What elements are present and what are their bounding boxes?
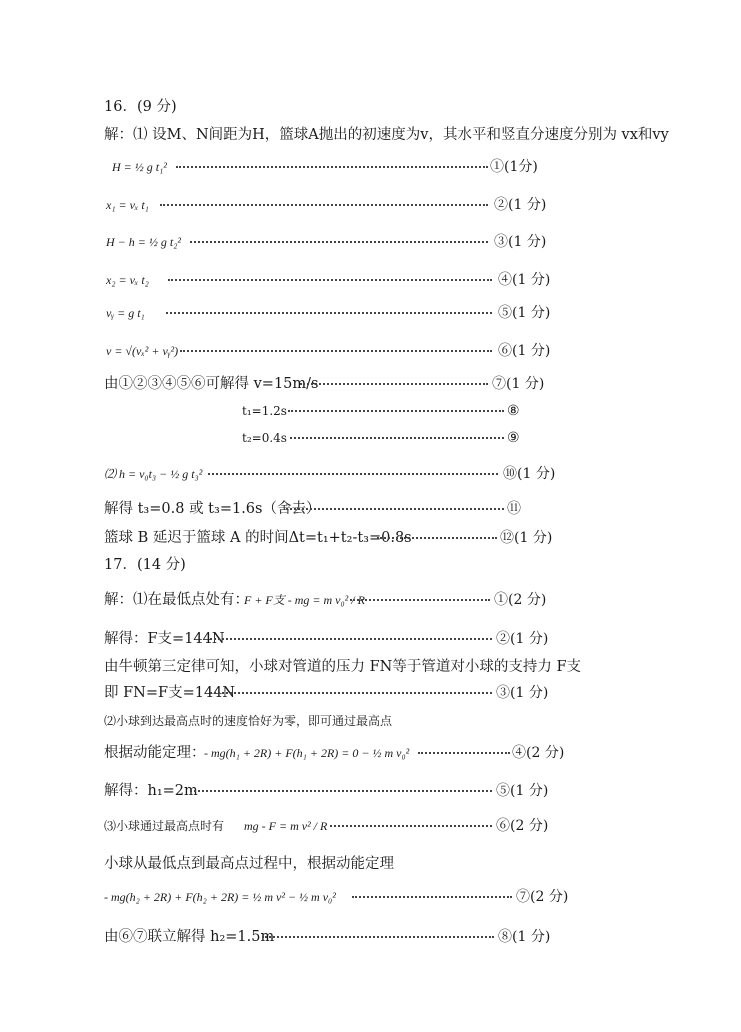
step-number: ⑨ xyxy=(507,430,520,446)
equation: vᵧ = g t₁ xyxy=(106,306,145,320)
step-number: ①(2 分) xyxy=(494,592,547,608)
p16-t2-line xyxy=(0,423,741,453)
p17-solve-f-line xyxy=(0,624,741,654)
equation: x₂ = vₓ t₂ xyxy=(106,273,149,287)
p16-result: 由①②③④⑤⑥可解得 v=15m/s xyxy=(104,376,319,392)
leader-dots xyxy=(352,896,512,898)
leader-dots xyxy=(286,508,504,510)
step-number: ⑧ xyxy=(507,403,520,419)
t3-solution: 解得 t₃=0.8 或 t₃=1.6s（舍去） xyxy=(104,501,321,517)
equation: H = ½ g t₁² xyxy=(112,160,167,174)
p17-lowpoint-line xyxy=(0,585,741,615)
p17-final-line xyxy=(0,922,741,952)
leader-dots xyxy=(180,350,492,352)
step-number: ④(2 分) xyxy=(512,745,565,761)
p16-intro-line xyxy=(0,120,741,150)
leader-dots xyxy=(290,437,504,439)
p17-title: 17．(14 分) xyxy=(104,557,186,573)
step-number: ③(1 分) xyxy=(494,234,547,250)
p16-part2-line xyxy=(0,459,741,489)
p16-result-line xyxy=(0,369,741,399)
p17-process-eq-line xyxy=(0,882,741,912)
part3-label: ⑶小球通过最高点时有 xyxy=(104,819,225,833)
leader-dots xyxy=(350,599,490,601)
p16-step-1 xyxy=(0,152,741,182)
step-number: ⑫(1 分) xyxy=(500,530,553,546)
p17-process-line xyxy=(0,849,741,879)
step-number: ①(1分) xyxy=(490,159,538,175)
leader-dots xyxy=(160,204,488,206)
p16-step-5 xyxy=(0,298,741,328)
leader-dots xyxy=(210,638,492,640)
leader-dots xyxy=(330,825,492,827)
step-number: ②(1 分) xyxy=(496,631,549,647)
equation: F + F支 - mg = m v₀² / R xyxy=(244,593,365,607)
step-number: ⑤(1 分) xyxy=(496,783,549,799)
p16-title-line xyxy=(0,92,741,122)
step-number: ⑪ xyxy=(507,501,521,517)
process-statement: 小球从最低点到最高点过程中，根据动能定理 xyxy=(104,856,394,872)
step-number: ②(1 分) xyxy=(494,197,547,213)
leader-dots xyxy=(377,537,497,539)
p17-part2-line xyxy=(0,706,741,736)
leader-dots xyxy=(168,279,492,281)
leader-dots xyxy=(190,790,492,792)
p16-step-6 xyxy=(0,336,741,366)
energy-label: 根据动能定理： xyxy=(104,745,206,761)
delay-result: 篮球 B 延迟于篮球 A 的时间Δt=t₁+t₂-t₃=0.8s xyxy=(104,530,412,546)
p17-h1-line xyxy=(0,776,741,806)
leader-dots xyxy=(418,752,510,754)
f-solution: 解得：F支=144N xyxy=(104,631,225,647)
leader-dots xyxy=(300,383,488,385)
p16-step-3 xyxy=(0,227,741,257)
h1-solution: 解得：h₁=2m xyxy=(104,783,198,799)
step-number: ⑥(1 分) xyxy=(498,343,551,359)
leader-dots xyxy=(262,936,494,938)
p16-step-2 xyxy=(0,190,741,220)
p16-t1-line xyxy=(0,396,741,426)
leader-dots xyxy=(176,166,488,168)
p16-delay-line xyxy=(0,523,741,553)
p17-energy-line xyxy=(0,738,741,768)
step-number: ③(1 分) xyxy=(496,685,549,701)
t2-value: t₂=0.4s xyxy=(242,431,287,445)
equation: ⑵ h = v₀t₃ − ½ g t₃² xyxy=(104,467,203,481)
equation: v = √(vₓ² + vᵧ²) xyxy=(106,344,179,358)
equation: - mg(h₁ + 2R) + F(h₁ + 2R) = 0 − ½ m v₀² xyxy=(204,746,410,760)
step-number: ⑧(1 分) xyxy=(498,929,551,945)
step-number: ⑩(1 分) xyxy=(503,466,556,482)
step-number: ④(1 分) xyxy=(498,272,551,288)
p16-t3-line xyxy=(0,494,741,524)
p16-title: 16．(9 分) xyxy=(104,99,177,115)
leader-dots xyxy=(208,473,498,475)
p17-part3-line xyxy=(0,811,741,841)
leader-dots xyxy=(190,241,488,243)
equation: x₁ = vₓ t₁ xyxy=(106,198,149,212)
newton-statement: 由牛顿第三定律可知，小球对管道的压力 FN等于管道对小球的支持力 F支 xyxy=(104,659,582,675)
step-number: ⑦(2 分) xyxy=(516,889,569,905)
step-number: ⑦(1 分) xyxy=(492,376,545,392)
equation: mg - F = m v² / R xyxy=(244,819,328,833)
part2-statement: ⑵小球到达最高点时的速度恰好为零，即可通过最高点 xyxy=(104,714,393,728)
p17-title-line xyxy=(0,550,741,580)
leader-dots xyxy=(166,312,492,314)
p16-step-4 xyxy=(0,265,741,295)
equation: H − h = ½ g t₂² xyxy=(106,235,181,249)
lowpoint-label: 解：⑴在最低点处有： xyxy=(104,592,249,608)
leader-dots xyxy=(288,410,504,412)
p17-fn-line xyxy=(0,678,741,708)
t1-value: t₁=1.2s xyxy=(242,404,287,418)
equation: - mg(h₂ + 2R) + F(h₂ + 2R) = ½ m v² − ½ m v₀² xyxy=(104,890,336,904)
step-number: ⑤(1 分) xyxy=(498,305,551,321)
fn-result: 即 FN=F支=144N xyxy=(104,685,236,701)
step-number: ⑥(2 分) xyxy=(496,818,549,834)
leader-dots xyxy=(210,692,492,694)
final-result: 由⑥⑦联立解得 h₂=1.5m xyxy=(104,929,275,945)
p16-intro: 解：⑴ 设M、N间距为H，篮球A抛出的初速度为v，其水平和竖直分速度分别为 vx和vy xyxy=(104,127,669,143)
